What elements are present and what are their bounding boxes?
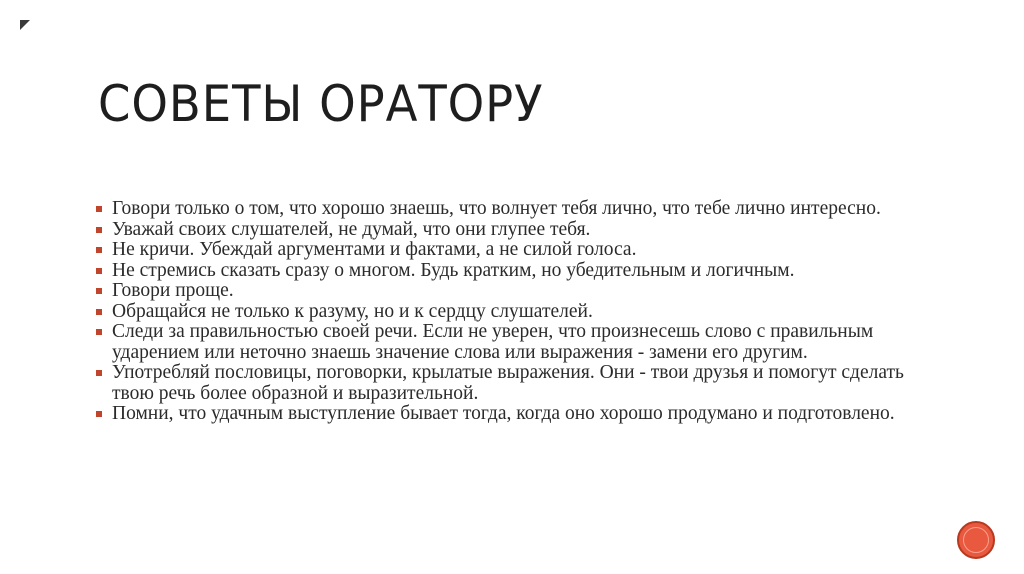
- circle-icon: [963, 527, 989, 553]
- list-item: [96, 404, 916, 425]
- square-bullet-icon: [96, 206, 102, 212]
- next-slide-button[interactable]: [957, 521, 995, 559]
- list-item-text: Обращайся не только к разуму, но и к сердцу слушателей.: [112, 300, 593, 322]
- list-item-text: Помни, что удачным выступление бывает тогда, когда оно хорошо продумано и подготовлено.: [112, 403, 895, 424]
- list-item: [96, 363, 916, 404]
- list-item: [96, 220, 916, 241]
- square-bullet-icon: [96, 227, 102, 233]
- list-item-text: Не кричи. Убеждай аргументами и фактами, а не силой голоса.: [112, 239, 637, 260]
- square-bullet-icon: [96, 288, 102, 294]
- square-bullet-icon: [96, 370, 102, 376]
- corner-triangle-icon: [20, 20, 30, 30]
- list-item: [96, 302, 916, 323]
- list-item-text: Следи за правильностью своей речи. Если не уверен, что произнесешь слово с правильным ударением или неточно знаешь значение слова или выражения - замени его другим.: [112, 321, 874, 363]
- list-item-text: Говори проще.: [112, 280, 234, 301]
- list-item-text: Употребляй пословицы, поговорки, крылатые выражения. Они - твои друзья и помогут сделать твою речь более образной и выразительной.: [112, 362, 904, 404]
- list-item-text: Не стремись сказать сразу о многом. Будь кратким, но убедительным и логичным.: [112, 259, 795, 281]
- square-bullet-icon: [96, 309, 102, 315]
- list-item: [96, 240, 916, 261]
- list-item-text: Говори только о том, что хорошо знаешь, что волнует тебя лично, что тебе лично интересно.: [112, 198, 881, 219]
- list-item: [96, 281, 916, 302]
- square-bullet-icon: [96, 411, 102, 417]
- list-item: [96, 199, 916, 220]
- list-item: [96, 261, 916, 282]
- bullet-list: [96, 199, 916, 425]
- square-bullet-icon: [96, 247, 102, 253]
- square-bullet-icon: [96, 329, 102, 335]
- slide-title: СОВЕТЫ ОРАТОРУ: [98, 75, 544, 133]
- list-item: [96, 322, 916, 363]
- square-bullet-icon: [96, 268, 102, 274]
- list-item-text: Уважай своих слушателей, не думай, что они глупее тебя.: [112, 218, 591, 240]
